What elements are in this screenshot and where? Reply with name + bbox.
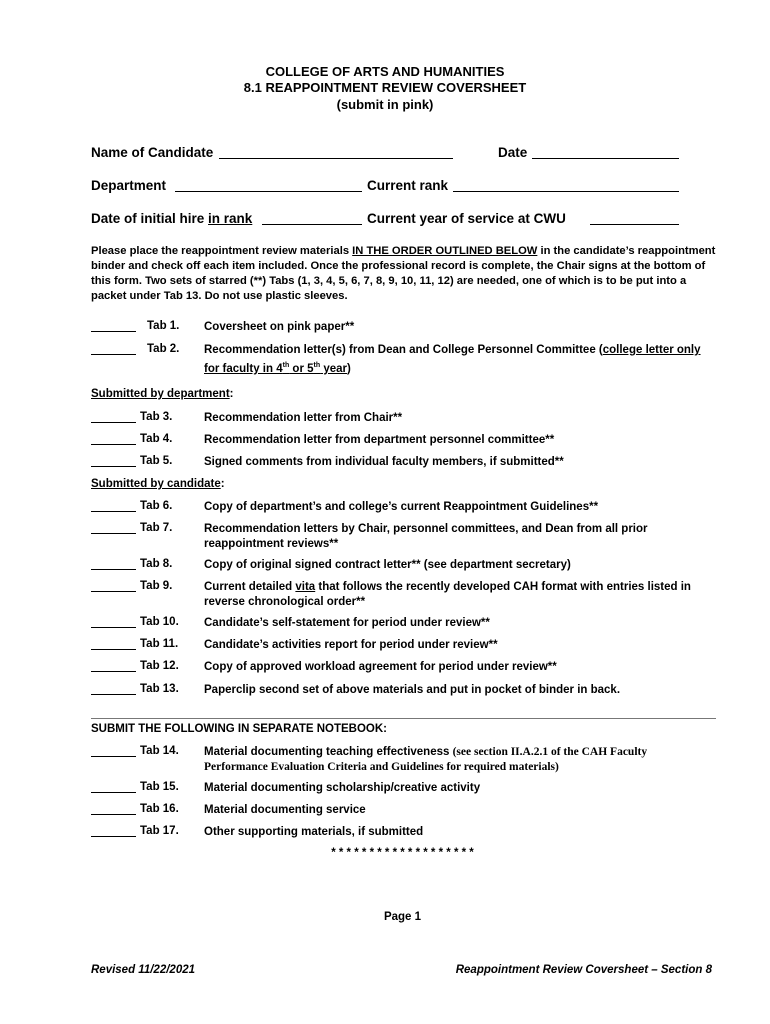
tab-9-desc: Current detailed vita that follows the recently developed CAH format with entries listed in reverse chronological order** [204,581,691,608]
tab-3-checkbox[interactable] [91,410,136,423]
tab-9-checkbox[interactable] [91,579,136,592]
tab-14-label: Tab 14. [140,745,179,757]
current-rank-field[interactable] [453,178,679,192]
tab-10-checkbox[interactable] [91,615,136,628]
tab-4-label: Tab 4. [140,433,173,445]
title-submit-note: (submit in pink) [336,97,434,112]
current-year-field[interactable] [590,211,679,225]
footer-section: Reappointment Review Coversheet – Section 8 [455,964,712,976]
tab-17-desc: Other supporting materials, if submitted [204,826,424,838]
footer-revised: Revised 11/22/2021 [91,964,196,976]
tab-16-desc: Material documenting service [204,804,366,816]
tab-6-desc: Copy of department’s and college’s current Reappointment Guidelines** [204,501,599,513]
tab-14-desc: Material documenting teaching effectiveness (see section II.A.2.1 of the CAH Faculty Performance Evaluation Criteria and Guidelines for required materials) [204,746,648,773]
tab-15-desc: Material documenting scholarship/creative activity [204,782,481,794]
tab-2-checkbox[interactable] [91,342,136,355]
tab-7-label: Tab 7. [140,522,173,534]
section-by-department: Submitted by department: [91,388,234,400]
page-number: Page 1 [383,911,422,923]
tab-5-desc: Signed comments from individual faculty members, if submitted** [204,456,564,468]
tab-10-desc: Candidate’s self-statement for period under review** [204,617,490,629]
current-rank-label: Current rank [367,178,449,193]
tab-1-checkbox[interactable] [91,319,136,332]
instructions-paragraph: Please place the reappointment review materials IN THE ORDER OUTLINED BELOW in the candidate’s reappointment binder and check off each item included. Once the professional record is complete, the Chair signs at the bottom of this form. Two sets of starred (**) Tabs (1, 3, 4, 5, 6, 7, 8, 9, 10, 11, 12) are needed, one of which is to be put into a packet under Tab 13. Do not use plastic sleeves. [91,245,716,302]
tab-17-label: Tab 17. [140,825,179,837]
department-label: Department [91,178,167,193]
name-label: Name of Candidate [91,145,214,160]
section-separate-notebook: SUBMIT THE FOLLOWING IN SEPARATE NOTEBOOK: [91,723,388,735]
tab-11-checkbox[interactable] [91,637,136,650]
star-divider: * * * * * * * * * * * * * * * * * * * [331,847,474,859]
title-coversheet: 8.1 REAPPOINTMENT REVIEW COVERSHEET [243,80,527,95]
tab-4-checkbox[interactable] [91,432,136,445]
tab-11-label: Tab 11. [140,638,179,650]
current-year-label: Current year of service at CWU [367,211,566,226]
initial-hire-label: Date of initial hire in rank [91,211,253,226]
tab-4-desc: Recommendation letter from department personnel committee** [204,434,555,446]
tab-16-checkbox[interactable] [91,802,136,815]
tab-7-desc: Recommendation letters by Chair, personnel committees, and Dean from all prior reappointment reviews** [204,523,648,550]
tab-15-label: Tab 15. [140,781,179,793]
tab-12-checkbox[interactable] [91,659,136,672]
tab-1-label: Tab 1. [147,320,180,332]
date-field[interactable] [532,145,679,159]
tab-8-checkbox[interactable] [91,557,136,570]
date-label: Date [498,145,528,160]
tab-3-label: Tab 3. [140,411,173,423]
section-by-candidate: Submitted by candidate: [91,478,225,490]
title-college: COLLEGE OF ARTS AND HUMANITIES [265,64,505,79]
tab-16-label: Tab 16. [140,803,179,815]
tab-11-desc: Candidate’s activities report for period under review** [204,639,498,651]
order-emphasis: IN THE ORDER OUTLINED BELOW [352,245,538,257]
tab-15-checkbox[interactable] [91,780,136,793]
in-rank-text: in rank [208,211,253,226]
tab-10-label: Tab 10. [140,616,179,628]
tab-13-desc: Paperclip second set of above materials and put in pocket of binder in back. [204,684,621,696]
name-field[interactable] [219,145,453,159]
tab-2-label: Tab 2. [147,343,180,355]
tab-2-desc: Recommendation letter(s) from Dean and College Personnel Committee (college letter only for faculty in 4th or 5th year) [204,344,701,375]
tab-13-label: Tab 13. [140,683,179,695]
tab-9-label: Tab 9. [140,580,173,592]
section-divider [91,718,716,719]
tab-17-checkbox[interactable] [91,824,136,837]
tab-12-label: Tab 12. [140,660,179,672]
tab-14-checkbox[interactable] [91,744,136,757]
tab-1-desc: Coversheet on pink paper** [204,321,355,333]
tab-5-checkbox[interactable] [91,454,136,467]
tab-7-checkbox[interactable] [91,521,136,534]
department-field[interactable] [175,178,362,192]
tab-8-label: Tab 8. [140,558,173,570]
tab-6-label: Tab 6. [140,500,173,512]
tab-3-desc: Recommendation letter from Chair** [204,412,403,424]
tab-6-checkbox[interactable] [91,499,136,512]
initial-hire-field[interactable] [262,211,362,225]
tab-13-checkbox[interactable] [91,682,136,695]
tab-5-label: Tab 5. [140,455,173,467]
tab-12-desc: Copy of approved workload agreement for period under review** [204,661,557,673]
tab-8-desc: Copy of original signed contract letter** (see department secretary) [204,559,571,571]
